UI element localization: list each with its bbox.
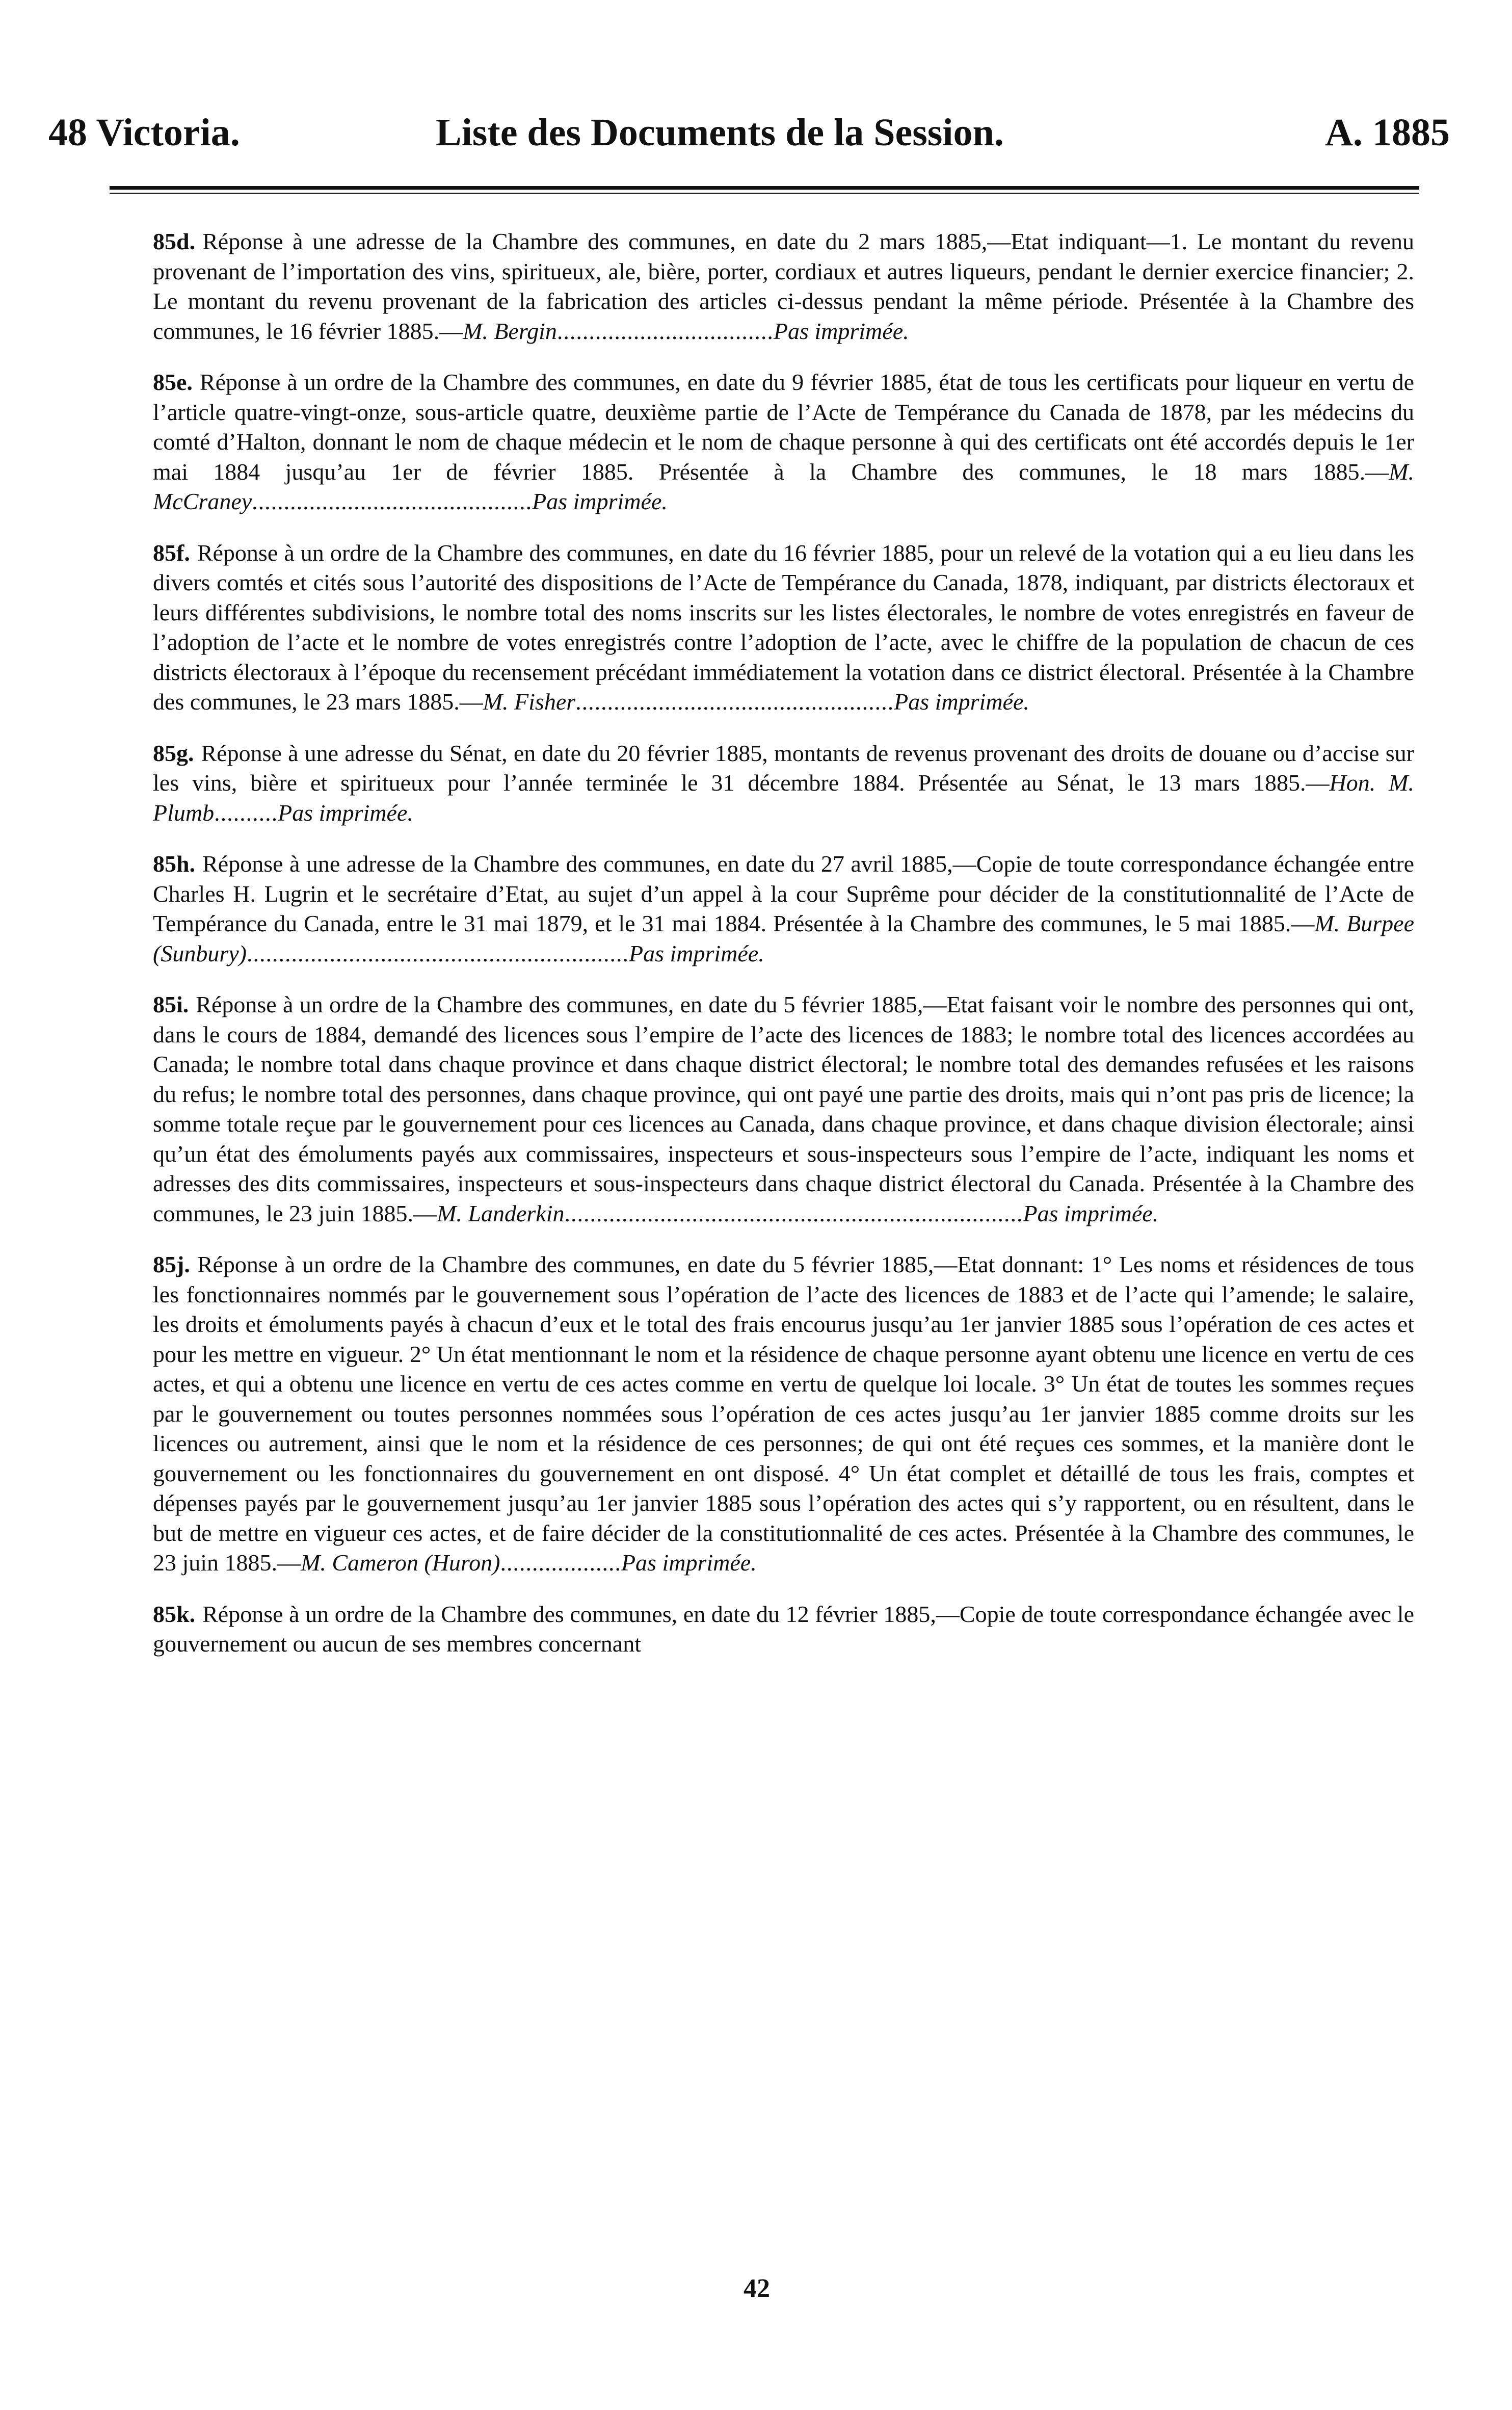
entry-text: Réponse à un ordre de la Chambre des communes, en date du 5 février 1885,—Etat faisant voir le nombre des personnes qui ont, dans le cours de 1884, demandé des licences sous l’empire de l’acte des licences de 1883; le nombre total des licences accordées au Canada; le nombre total dans chaque province et dans chaque district électoral; le nombre total des demandes refusées et les raisons du refus; le nombre total des personnes, dans chaque province, qui ont payé une partie des droits, mais qui n’ont pas pris de licence; la somme totale reçue par le gouvernement pour ces licences au Canada, dans chaque province, et dans chaque division électorale; ainsi qu’un état des émoluments payés aux commissaires, inspecteurs et sous-inspecteurs sous l’empire de l’acte, indiquant les noms et adresses des dits commissaires, inspecteurs et sous-inspecteurs dans chaque district électoral du Canada. Présentée à la Chambre des communes, le 23 juin 1885.—	[153, 991, 1414, 1226]
entry-leader-dots: ..........	[214, 799, 278, 826]
entry-text: Réponse à un ordre de la Chambre des communes, en date du 5 février 1885,—Etat donnant: 1° Les noms et résidences de tous les fonctionnaires nommés par le gouvernement sous l’opération de l’acte des licences de 1883 et de l’acte qui l’amende; le salaire, les droits et émoluments payés à chacun d’eux et le total des frais encourus jusqu’au 1er janvier 1885 sous l’opération de ces actes et pour les mettre en vigueur. 2° Un état mentionnant le nom et la résidence de chaque personne ayant obtenu une licence en vertu de ces actes, et qui a obtenu une licence en vertu de ces actes comme en vertu de quelque loi locale. 3° Un état de toutes les sommes reçues par le gouvernement ou toutes personnes nommées sous l’opération de ces actes jusqu’au 1er janvier 1885 comme droits sur les licences ou autrement, ainsi que le nom et la résidence de ces personnes; de qui ont été reçues ces sommes, et la manière dont le gouvernement ou les fonctionnaires du gouvernement en ont disposé. 4° Un état complet et détaillé de tous les frais, comptes et dépenses payés par le gouvernement jusqu’au 1er janvier 1885 sous l’opération des actes qui s’y rapportent, ou en résultent, dans le but de mettre en vigueur ces actes, et de faire décider de la constitutionnalité de ces actes. Présentée à la Chambre des communes, le 23 juin 1885.—	[153, 1251, 1414, 1576]
entry-sponsor: M. McCraney	[153, 458, 1414, 514]
entry-number: 85k.	[153, 1601, 196, 1627]
entry-number: 85j.	[153, 1251, 190, 1277]
entry-leader-dots: ........................................................................	[564, 1200, 1023, 1226]
entry-sponsor: M. Cameron (Huron)	[301, 1550, 500, 1576]
entry-status: Pas imprimée.	[894, 689, 1029, 715]
document-entry-85j	[153, 1250, 1414, 1578]
entry-text: Réponse à un ordre de la Chambre des communes, en date du 12 février 1885,—Copie de toute correspondance échangée avec le gouvernement ou aucun de ses membres concernant	[153, 1601, 1414, 1657]
entry-number: 85f.	[153, 539, 190, 566]
entry-status: Pas imprimée.	[621, 1550, 757, 1576]
entry-text: Réponse à une adresse de la Chambre des communes, en date du 2 mars 1885,—Etat indiquant—1. Le montant du revenu provenant de l’importation des vins, spiritueux, ale, bière, porter, cordiaux et autres liqueurs, pendant le dernier exercice financier; 2. Le montant du revenu provenant de la fabrication des articles ci-dessus pendant la même période. Présentée à la Chambre des communes, le 16 février 1885.—	[153, 228, 1414, 344]
entry-leader-dots: ..................................	[556, 318, 774, 344]
entry-status: Pas imprimée.	[532, 488, 668, 514]
entry-sponsor: M. Landerkin	[437, 1200, 565, 1226]
document-list	[153, 227, 1414, 1681]
entry-number: 85i.	[153, 991, 189, 1017]
entry-text: Réponse à une adresse de la Chambre des communes, en date du 27 avril 1885,—Copie de toute correspondance échangée entre Charles H. Lugrin et le secrétaire d’Etat, au sujet d’un appel à la cour Suprême pour décider de la constitutionnalité de l’Acte de Tempérance du Canada, entre le 31 mai 1879, et le 31 mai 1884. Présentée à la Chambre des communes, le 5 mai 1885.—	[153, 851, 1414, 936]
document-entry-85e	[153, 368, 1414, 517]
header-rule-thin	[110, 193, 1419, 194]
document-entry-85g	[153, 739, 1414, 828]
entry-number: 85h.	[153, 851, 196, 877]
entry-sponsor: M. Burpee (Sunbury)	[153, 910, 1414, 966]
entry-sponsor: M. Fisher	[483, 689, 576, 715]
entry-sponsor: M. Bergin	[463, 318, 557, 344]
header-rule-thick	[110, 186, 1419, 190]
entry-number: 85g.	[153, 740, 194, 766]
running-header	[48, 110, 1450, 155]
header-year: A. 1885	[1325, 111, 1450, 154]
entry-status: Pas imprimée.	[1023, 1200, 1159, 1226]
entry-text: Réponse à un ordre de la Chambre des communes, en date du 16 février 1885, pour un relevé de la votation qui a eu lieu dans les divers comtés et cités sous l’autorité des dispositions de l’Acte de Tempérance du Canada, 1878, indiquant, par districts électoraux et leurs différentes subdivisions, le nombre total des noms inscrits sur les listes électorales, le nombre de votes enregistrés en faveur de l’adoption de l’acte et le nombre de votes enregistrés contre l’adoption de l’acte, avec le chiffre de la population de chacun de ces districts électoraux à l’époque du recensement précédant immédiatement la votation dans ce district électoral. Présentée à la Chambre des communes, le 23 mars 1885.—	[153, 539, 1414, 715]
document-entry-85f	[153, 538, 1414, 717]
entry-leader-dots: ............................................	[252, 488, 533, 514]
document-entry-85d	[153, 227, 1414, 346]
entry-number: 85e.	[153, 369, 193, 395]
entry-status: Pas imprimée.	[773, 318, 909, 344]
header-title: Liste des Documents de la Session.	[436, 111, 1004, 154]
document-entry-85h	[153, 849, 1414, 968]
entry-status: Pas imprimée.	[628, 940, 764, 966]
page-number: 42	[744, 2274, 770, 2303]
entry-leader-dots: ..................................................	[575, 689, 894, 715]
entry-leader-dots: ...................	[500, 1550, 621, 1576]
document-entry-85k	[153, 1600, 1414, 1659]
entry-leader-dots: ............................................................	[246, 940, 629, 966]
entry-status: Pas imprimée.	[278, 799, 413, 826]
header-volume: 48 Victoria.	[48, 111, 240, 154]
entry-number: 85d.	[153, 228, 196, 254]
entry-sponsor: Hon. M. Plumb	[153, 770, 1414, 826]
entry-text: Réponse à un ordre de la Chambre des communes, en date du 9 février 1885, état de tous les certificats pour liqueur en vertu de l’article quatre-vingt-onze, sous-article quatre, deuxième partie de l’Acte de Tempérance du Canada de 1878, par les médecins du comté d’Halton, donnant le nom de chaque médecin et le nom de chaque personne à qui des certificats ont été accordés depuis le 1er mai 1884 jusqu’au 1er de février 1885. Présentée à la Chambre des communes, le 18 mars 1885.—	[153, 369, 1414, 485]
entry-text: Réponse à une adresse du Sénat, en date du 20 février 1885, montants de revenus provenant des droits de douane ou d’accise sur les vins, bière et spiritueux pour l’année terminée le 31 décembre 1884. Présentée au Sénat, le 13 mars 1885.—	[153, 740, 1414, 796]
document-entry-85i	[153, 990, 1414, 1228]
